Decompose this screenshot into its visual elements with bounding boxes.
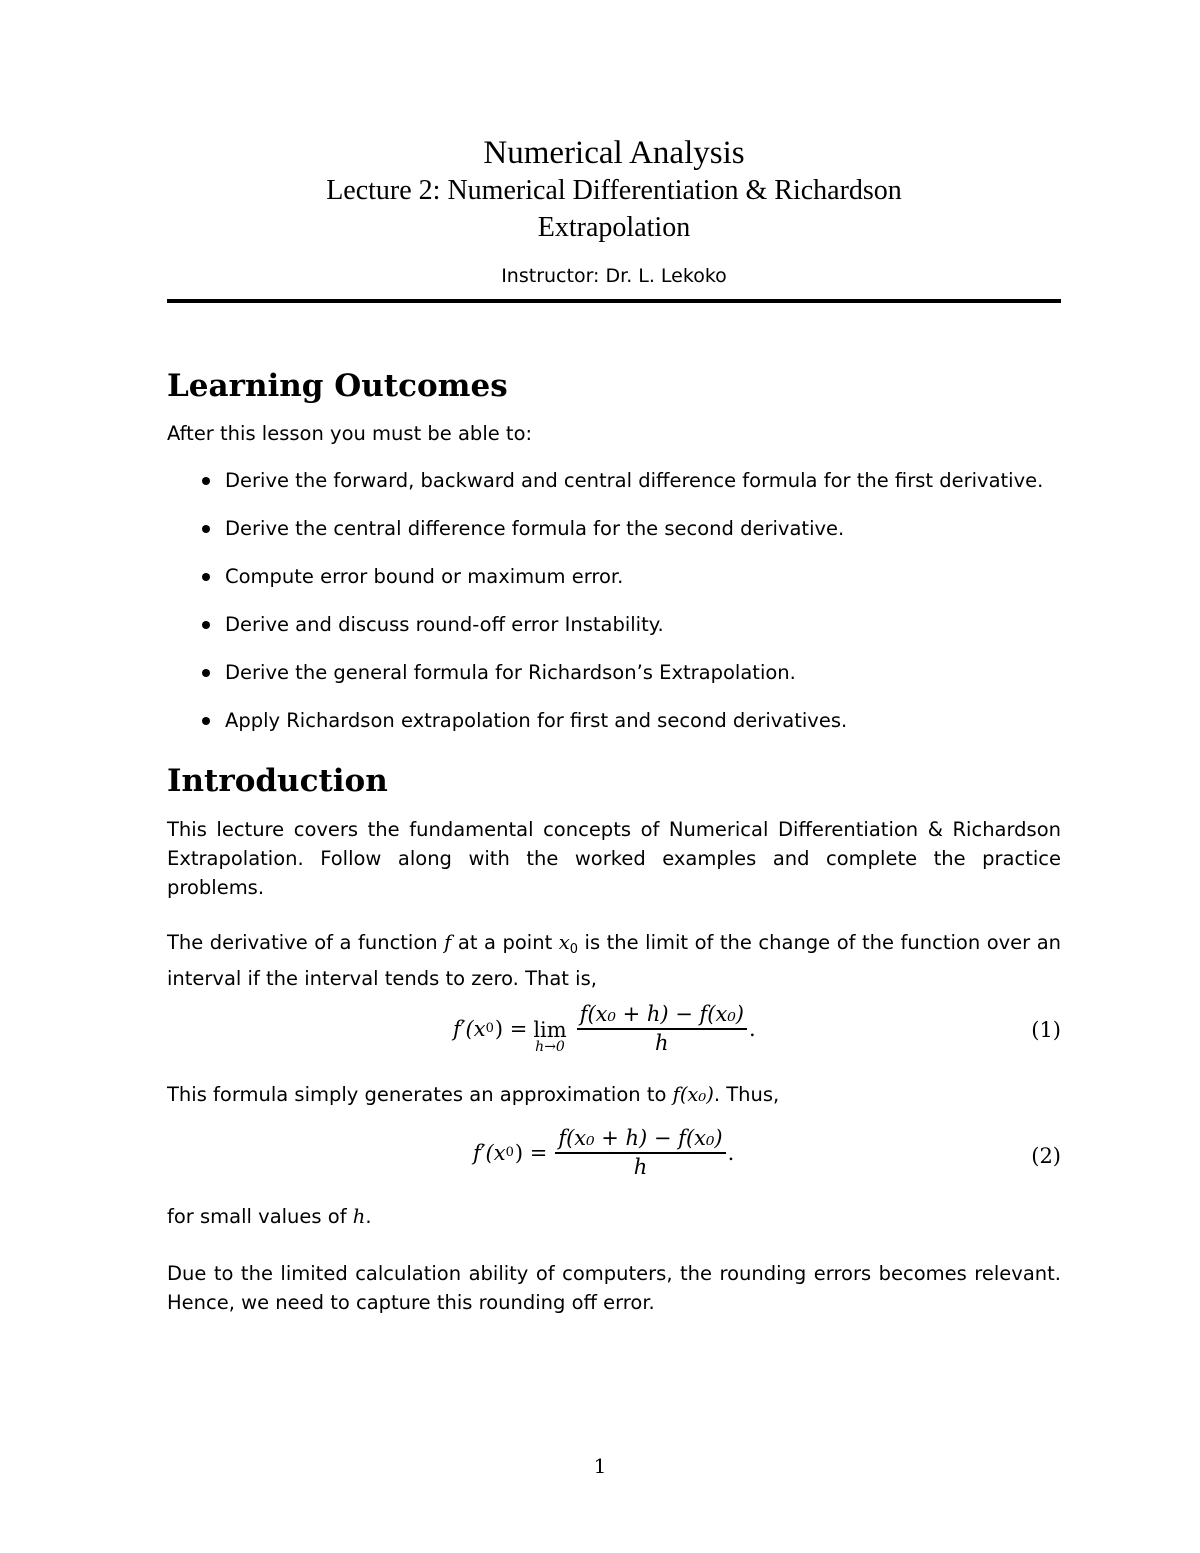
intro-paragraph-3	[167, 1080, 1061, 1109]
document-subtitle-line2: Extrapolation	[537, 212, 691, 243]
section-heading-learning-outcomes: Learning Outcomes	[167, 368, 508, 404]
equation-lhs: f′(x	[473, 1140, 506, 1165]
equation-lhs-end: ) =	[514, 1140, 548, 1165]
equation-1	[167, 1002, 1061, 1062]
bullet-icon	[202, 477, 210, 485]
math-symbol: f	[444, 931, 452, 954]
text-run: This formula simply generates an approximation to	[167, 1083, 673, 1106]
bullet-icon	[202, 573, 210, 581]
equation-lhs-subscript: 0	[485, 1021, 494, 1037]
limit-word: lim	[533, 1017, 567, 1042]
fraction-denominator: h	[633, 1154, 648, 1179]
text-run: .	[365, 1205, 372, 1228]
list-item	[200, 706, 1061, 754]
intro-paragraph-1: This lecture covers the fundamental concepts of Numerical Differentiation & Richardson Extrapolation. Follow along with the worked examples and complete the practice problems.	[167, 818, 1061, 899]
list-item-text: Derive and discuss round-off error Instability.	[225, 613, 664, 636]
document-subtitle-line1: Lecture 2: Numerical Differentiation & Richardson	[326, 175, 902, 206]
list-item-text: Derive the forward, backward and central difference formula for the first derivative.	[225, 469, 1044, 492]
text-run: is the limit of the change of the function over an interval if the interval tends to zero. That is,	[167, 931, 1062, 990]
equation-2	[167, 1126, 1061, 1186]
limit-operator	[533, 1017, 567, 1055]
equation-1-body	[453, 1002, 756, 1056]
bullet-icon	[202, 525, 210, 533]
text-run: for small values of	[167, 1205, 353, 1228]
instructor-line: Instructor: Dr. L. Lekoko	[501, 265, 727, 287]
equation-period: .	[748, 1016, 756, 1041]
equation-lhs-end: ) =	[494, 1016, 528, 1041]
document-title: Numerical Analysis	[483, 135, 745, 171]
page-number: 1	[593, 1454, 607, 1478]
fraction-denominator: h	[655, 1030, 669, 1055]
fraction-numerator: f(x₀ + h) − f(x₀)	[558, 1126, 723, 1150]
equation-lhs-subscript: 0	[505, 1145, 514, 1161]
intro-paragraph-2	[167, 928, 1061, 993]
list-item-text: Compute error bound or maximum error.	[225, 565, 624, 588]
fraction	[555, 1126, 725, 1180]
list-item	[200, 562, 1061, 610]
bullet-icon	[202, 669, 210, 677]
list-item	[200, 514, 1061, 562]
equation-number-1: (1)	[1031, 1018, 1061, 1042]
list-item	[200, 610, 1061, 658]
equation-period: .	[727, 1140, 735, 1165]
list-item-text: Derive the central difference formula for the second derivative.	[225, 517, 845, 540]
text-run: The derivative of a function	[167, 931, 445, 954]
list-item-text: Derive the general formula for Richardson’s Extrapolation.	[225, 661, 796, 684]
math-subscript: 0	[569, 942, 579, 957]
equation-lhs: f′(x	[453, 1016, 486, 1041]
outcomes-intro: After this lesson you must be able to:	[167, 422, 533, 445]
header-divider	[167, 299, 1061, 303]
list-item-text: Apply Richardson extrapolation for first and second derivatives.	[225, 709, 848, 732]
list-item	[200, 658, 1061, 706]
list-item	[200, 466, 1061, 514]
text-run: at a point	[451, 931, 559, 954]
bullet-icon	[202, 717, 210, 725]
fraction-numerator: f(x₀ + h) − f(x₀)	[579, 1002, 744, 1026]
equation-number-2: (2)	[1031, 1144, 1061, 1168]
fraction	[577, 1002, 747, 1056]
text-run: . Thus,	[713, 1083, 780, 1106]
outcomes-list	[200, 466, 1061, 754]
section-heading-introduction: Introduction	[167, 763, 388, 799]
bullet-icon	[202, 621, 210, 629]
equation-2-body	[473, 1126, 734, 1180]
intro-paragraph-4	[167, 1202, 1061, 1231]
math-symbol: h	[352, 1205, 366, 1228]
math-expression: f(x₀)	[672, 1083, 714, 1106]
title-block	[167, 134, 1061, 288]
math-symbol: x	[558, 931, 570, 954]
limit-subscript: h→0	[535, 1038, 565, 1055]
intro-paragraph-5: Due to the limited calculation ability of computers, the rounding errors becomes relevant. Hence, we need to capture this rounding off error.	[167, 1262, 1061, 1314]
